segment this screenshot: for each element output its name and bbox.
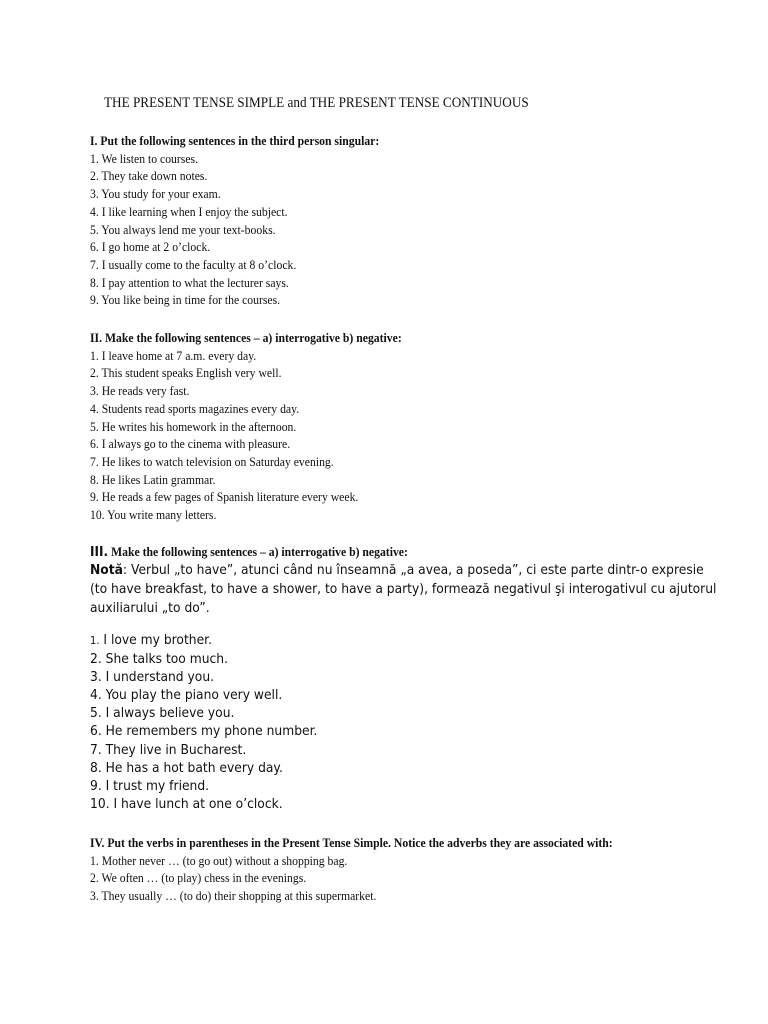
list-item: 7. They live in Bucharest. (90, 741, 247, 758)
list-item: 9. He reads a few pages of Spanish literature every week. (90, 489, 359, 505)
section-4-heading: IV. Put the verbs in parentheses in the Present Tense Simple. Notice the adverbs they are associated with: (90, 835, 613, 850)
section-4-list (90, 852, 702, 905)
list-item: 7. I usually come to the faculty at 8 o’clock. (90, 256, 297, 272)
list-item: 2. They take down notes. (90, 168, 208, 184)
section-1 (90, 132, 702, 309)
section-3 (90, 543, 768, 618)
list-item: 4. I like learning when I enjoy the subject. (90, 203, 288, 219)
list-item: 4. You play the piano very well. (90, 687, 283, 704)
list-item: 8. He likes Latin grammar. (90, 471, 216, 487)
list-item-text: I love my brother. (99, 632, 212, 648)
list-item: 7. He likes to watch television on Saturday evening. (90, 453, 334, 469)
note-text: : Verbul „to have”, atunci când nu înseamnă „a avea, a poseda”, ci este parte dintr-o expresie (to have breakfast, to have a shower, to have a party), formează negativul şi interogativul cu ajutorul auxiliarului „to do”. (90, 562, 717, 616)
section-3-numeral: III. (90, 544, 109, 560)
list-item: 6. I always go to the cinema with pleasure. (90, 436, 291, 452)
list-item: 1. Mother never … (to go out) without a shopping bag. (90, 852, 348, 868)
grammar-note (90, 561, 724, 618)
list-item: 10. You write many letters. (90, 507, 217, 523)
list-item: 2. This student speaks English very well. (90, 365, 282, 381)
list-item: 3. They usually … (to do) their shopping at this supermarket. (90, 887, 377, 903)
document-title: THE PRESENT TENSE SIMPLE and THE PRESENT TENSE CONTINUOUS (104, 95, 529, 111)
list-item: 1. We listen to courses. (90, 150, 199, 166)
list-item: 4. Students read sports magazines every day. (90, 400, 300, 416)
list-item: 5. He writes his homework in the afternoon. (90, 418, 297, 434)
list-item: 9. You like being in time for the courses. (90, 292, 281, 308)
list-item: 3. He reads very fast. (90, 383, 190, 399)
list-item: 2. She talks too much. (90, 651, 229, 668)
section-1-heading: I. Put the following sentences in the third person singular: (90, 133, 380, 148)
list-item: 3. I understand you. (90, 669, 215, 686)
section-3-heading (90, 543, 702, 561)
section-3-list (90, 631, 705, 813)
list-item: 9. I trust my friend. (90, 777, 210, 794)
list-item: 2. We often … (to play) chess in the evenings. (90, 870, 307, 886)
list-item (90, 631, 705, 650)
list-item: 8. He has a hot bath every day. (90, 759, 283, 776)
list-item-number: 1. (90, 634, 100, 647)
list-item: 10. I have lunch at one o’clock. (90, 795, 283, 812)
list-item: 6. He remembers my phone number. (90, 723, 318, 740)
section-2-heading: II. Make the following sentences – a) interrogative b) negative: (90, 330, 402, 345)
list-item: 5. You always lend me your text-books. (90, 221, 276, 237)
list-item: 5. I always believe you. (90, 705, 235, 722)
list-item: 6. I go home at 2 o’clock. (90, 239, 211, 255)
section-3-heading-text: Make the following sentences – a) interrogative b) negative: (108, 544, 408, 559)
list-item: 1. I leave home at 7 a.m. every day. (90, 347, 257, 363)
note-label: Notă (90, 562, 123, 578)
section-4 (90, 834, 768, 905)
section-2 (90, 329, 702, 524)
list-item: 8. I pay attention to what the lecturer says. (90, 274, 289, 290)
list-item: 3. You study for your exam. (90, 186, 221, 202)
